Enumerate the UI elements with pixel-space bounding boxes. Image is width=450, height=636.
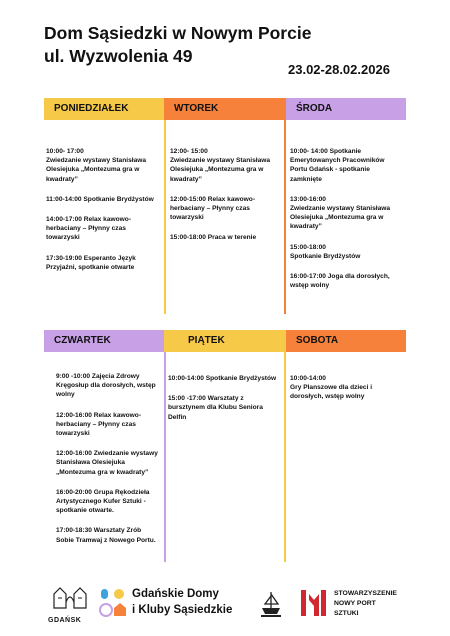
event-item: 10:00- 17:00 Zwiedzanie wystawy Stanisława Olesiejuka „Montezuma gra w kwadraty” (46, 148, 147, 183)
events-wednesday-list (290, 147, 402, 301)
day-header-thursday (44, 330, 164, 352)
day-header-saturday (286, 330, 406, 352)
day-header-friday (164, 330, 286, 352)
event-item: 15:00-18:00 Spotkanie Brydżystów (290, 243, 361, 260)
stowarzyszenie-line-3: SZTUKI (334, 610, 359, 617)
gdk-logo (98, 586, 248, 624)
events-friday-list (168, 374, 280, 433)
event-item: 12:00-16:00 Zwiedzanie wystawy Stanisława Olesiejuka „Montezuma gra w kwadraty” (56, 450, 158, 476)
day-header-monday (44, 98, 164, 120)
column-divider (284, 352, 286, 562)
events-monday-list (46, 147, 160, 283)
gdk-logo-line-2: i Kluby Sąsiedzkie (132, 604, 233, 616)
day-label: PIĄTEK (188, 335, 225, 346)
stowarzyszenie-line-1: STOWARZYSZENIE (334, 590, 397, 597)
stowarzyszenie-logo (298, 584, 408, 624)
title-line-2: ul. Wyzwolenia 49 (44, 46, 193, 66)
gdansk-logo (48, 584, 92, 624)
event-item: 12:00-16:00 Relax kawowo-herbaciany – Płynny czas towarzyski (56, 411, 142, 438)
day-label: SOBOTA (296, 335, 339, 346)
day-label: WTOREK (174, 103, 219, 114)
day-header-tuesday (164, 98, 286, 120)
event-item: 13:00-16:00 Zwiedzanie wystawy Stanisława Olesiejuka „Montezuma gra w kwadraty” (290, 195, 391, 231)
day-label: CZWARTEK (54, 335, 111, 346)
ship-icon (258, 588, 284, 618)
column-divider (284, 120, 286, 314)
event-item: 16:00-20:00 Grupa Rękodzieła Artystycznego Kufer Sztuki - spotkanie otwarte. (56, 488, 150, 515)
event-item: 10:00- 14:00 Spotkanie Emerytowanych Pracowników Portu Gdańsk - spotkanie zamknięte (290, 148, 385, 183)
day-label: ŚRODA (296, 103, 333, 114)
event-item: 9:00 -10:00 Zajęcia Zdrowy Kręgosłup dla dorosłych, wstęp wolny (56, 373, 156, 399)
event-item: 10:00-14:00 Gry Planszowe dla dzieci i dorosłych, wstęp wolny (290, 375, 373, 401)
event-item: 17:30-19:00 Esperanto Język Przyjaźni, spotkanie otwarte (46, 254, 136, 271)
gdk-logo-icon (98, 586, 128, 620)
event-item: 16:00-17:00 Joga dla dorosłych, wstęp wolny (290, 273, 390, 290)
gdansk-logo-text: GDAŃSK (48, 617, 82, 624)
day-header-wednesday (286, 98, 406, 120)
day-label: PONIEDZIAŁEK (54, 103, 129, 114)
page-title (44, 22, 311, 68)
event-item: 12:00- 15:00 Zwiedzanie wystawy Stanisława Olesiejuka „Montezuma gra w kwadraty” (170, 148, 271, 183)
footer-logos (0, 584, 450, 624)
title-line-1: Dom Sąsiedzki w Nowym Porcie (44, 23, 312, 43)
events-tuesday-list (170, 147, 280, 254)
stowarzyszenie-line-2: NOWY PORT (334, 600, 376, 607)
column-divider (164, 352, 166, 562)
event-item: 17:00-18:30 Warsztaty Zrób Sobie Tramwaj z Nowego Portu. (56, 527, 156, 544)
gdansk-crest-icon (48, 584, 92, 610)
events-thursday-list (56, 372, 160, 556)
event-item: 11:00-14:00 Spotkanie Brydżystów (46, 195, 154, 203)
gdk-logo-line-1: Gdańskie Domy (132, 588, 219, 600)
column-divider (164, 120, 166, 314)
event-item: 12:00-15:00 Relax kawowo-herbaciany – Płynny czas towarzyski (170, 195, 256, 222)
event-item: 15:00 -17:00 Warsztaty z bursztynem dla Klubu Seniora Delfin (168, 395, 263, 421)
ship-logo (258, 588, 284, 618)
stowarzyszenie-mark-icon (298, 586, 328, 620)
event-item: 14:00-17:00 Relax kawowo-herbaciany – Płynny czas towarzyski (46, 216, 132, 242)
event-item: 15:00-18:00 Praca w terenie (170, 234, 257, 242)
date-range: 23.02-28.02.2026 (288, 62, 390, 77)
events-saturday-list (290, 374, 402, 413)
event-item: 10:00-14:00 Spotkanie Brydżystów (168, 375, 277, 382)
